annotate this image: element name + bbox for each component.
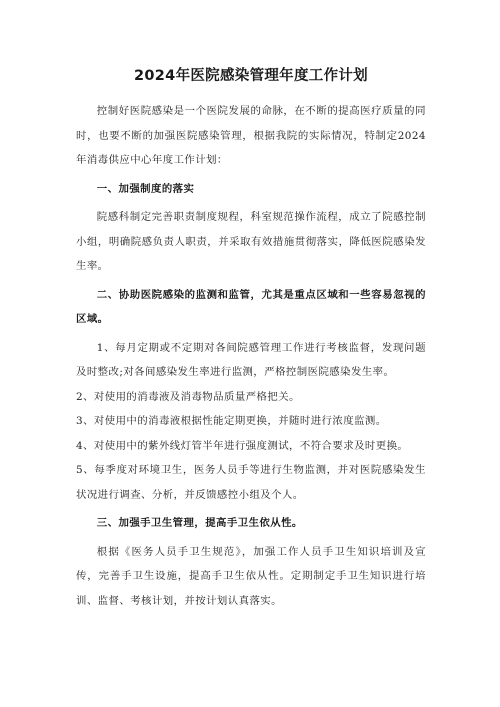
section2-item-1: 1、每月定期或不定期对各间院感管理工作进行考核监督，发现问题及时整改;对各间感染发生率进行监测，严格控制医院感染发生率。 [76, 341, 426, 378]
section2-heading: 二、协助医院感染的监测和监管，尤其是重点区域和一些容易忽视的区域。 [76, 288, 426, 325]
section2-item-4: 4、对使用中的紫外线灯管半年进行强度测试，不符合要求及时更换。 [76, 439, 409, 452]
document-title: 2024年医院感染管理年度工作计划 [134, 68, 368, 84]
intro-paragraph: 控制好医院感染是一个医院发展的命脉，在不断的提高医疗质量的同时，也要不断的加强医院感染管理，根据我院的实际情况，特制定2024年消毒供应中心年度工作计划： [76, 105, 426, 166]
section3-body: 根据《医务人员手卫生规范》，加强工作人员手卫生知识培训及宣传，完善手卫生设施，提高手卫生依从性。定期制定手卫生知识进行培训、监督、考核计划，并按计划认真落实。 [76, 545, 426, 607]
section1-heading: 一、加强制度的落实 [96, 182, 195, 195]
section3-heading: 三、加强手卫生管理，提高手卫生依从性。 [96, 517, 303, 529]
section2-item-2: 2、对使用的消毒液及消毒物品质量严格把关。 [76, 390, 300, 403]
section2-item-5: 5、每季度对环境卫生，医务人员手等进行生物监测，并对医院感染发生状况进行调查、分析，并反馈感控小组及个人。 [76, 464, 426, 501]
section2-item-3: 3、对使用中的消毒液根据性能定期更换，并随时进行浓度监测。 [76, 415, 387, 427]
section1-body: 院感科制定完善职责制度规程，科室规范操作流程，成立了院感控制小组，明确院感负责人职责，并采取有效措施贯彻落实，降低医院感染发生率。 [76, 211, 426, 272]
